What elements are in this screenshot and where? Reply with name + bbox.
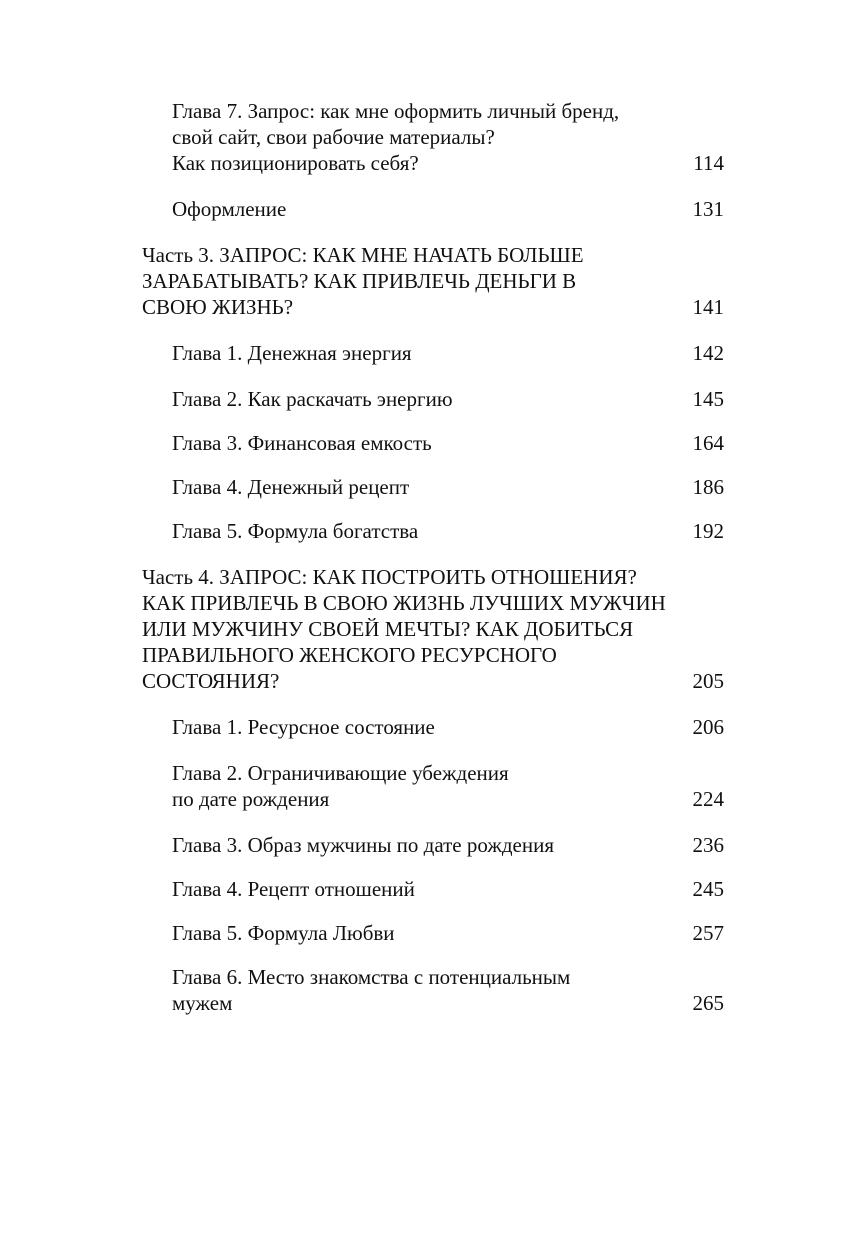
toc-page-number: 206: [692, 715, 724, 739]
toc-entry-line: по дате рождения: [172, 787, 330, 811]
toc-entry-chapter: [142, 386, 724, 412]
toc-entry-chapter: [142, 964, 724, 1016]
toc-page-number: 205: [692, 669, 724, 693]
toc-page-number: 141: [692, 295, 724, 319]
toc-entry-line: КАК ПРИВЛЕЧЬ В СВОЮ ЖИЗНЬ ЛУЧШИХ МУЖЧИН: [142, 591, 666, 615]
toc-entry-line: СВОЮ ЖИЗНЬ?: [142, 295, 294, 319]
toc-entry-chapter: [142, 518, 724, 544]
toc-entry-line: Глава 3. Образ мужчины по дате рождения: [172, 833, 555, 857]
toc-entry-title: [172, 518, 724, 544]
toc-entry-line: ЗАРАБАТЫВАТЬ? КАК ПРИВЛЕЧЬ ДЕНЬГИ В: [142, 269, 577, 293]
toc-entry-line: Глава 3. Финансовая емкость: [172, 431, 432, 455]
toc-page-number: 192: [692, 519, 724, 543]
toc-page-number: 236: [692, 833, 724, 857]
toc-entry-line: Глава 1. Денежная энергия: [172, 341, 412, 365]
toc-entry-line: Часть 3. ЗАПРОС: КАК МНЕ НАЧАТЬ БОЛЬШЕ: [142, 243, 584, 267]
toc-entry-title: [142, 242, 724, 320]
toc-entry-line: Часть 4. ЗАПРОС: КАК ПОСТРОИТЬ ОТНОШЕНИЯ?: [142, 565, 637, 589]
toc-entry-title: [172, 832, 724, 858]
toc-page-number: 224: [692, 787, 724, 811]
toc-entry-chapter: [142, 714, 724, 740]
toc-entry-chapter: [142, 760, 724, 812]
toc-entry-title: [172, 386, 724, 412]
toc-entry-title: [142, 564, 724, 694]
toc-entry-title: [172, 920, 724, 946]
toc-entry-line: Глава 7. Запрос: как мне оформить личный бренд,: [172, 99, 620, 123]
toc-entry-line: Оформление: [172, 197, 287, 221]
toc-page-number: 257: [692, 921, 724, 945]
toc-entry-chapter: [142, 876, 724, 902]
toc-entry-chapter: [142, 98, 724, 176]
toc-entry-line: Глава 2. Ограничивающие убеждения: [172, 761, 509, 785]
toc-page-number: 164: [692, 431, 724, 455]
toc-entry-line: Глава 6. Место знакомства с потенциальным: [172, 965, 571, 989]
toc-entry-title: [172, 760, 724, 812]
toc-entry-line: Глава 4. Денежный рецепт: [172, 475, 410, 499]
toc-entry-line: Глава 4. Рецепт отношений: [172, 877, 415, 901]
toc-page-number: 245: [692, 877, 724, 901]
toc-entry-title: [172, 474, 724, 500]
toc-entry-line: ИЛИ МУЖЧИНУ СВОЕЙ МЕЧТЫ? КАК ДОБИТЬСЯ: [142, 617, 634, 641]
toc-page-number: 142: [692, 341, 724, 365]
toc-entry-chapter: [142, 920, 724, 946]
toc-entry-title: [172, 876, 724, 902]
toc-entry-line: Глава 5. Формула Любви: [172, 921, 395, 945]
toc-entry-chapter: [142, 340, 724, 366]
toc-page-number: 145: [692, 387, 724, 411]
toc-entry-title: [172, 430, 724, 456]
toc-page-number: 186: [692, 475, 724, 499]
toc-page-number: 131: [692, 197, 724, 221]
toc-entry-title: [172, 964, 724, 1016]
toc-entry-chapter: [142, 832, 724, 858]
toc-entry-line: мужем: [172, 991, 233, 1015]
toc-entry-part: [142, 564, 724, 694]
toc-page-number: 265: [692, 991, 724, 1015]
toc-entry-title: [172, 714, 724, 740]
toc-entry-title: [172, 196, 724, 222]
toc-entry-line: Глава 2. Как раскачать энергию: [172, 387, 453, 411]
toc-entry-line: СОСТОЯНИЯ?: [142, 669, 280, 693]
toc-entry-line: Как позиционировать себя?: [172, 151, 419, 175]
toc-entry-title: [172, 340, 724, 366]
table-of-contents: [142, 98, 724, 1016]
toc-entry-line: ПРАВИЛЬНОГО ЖЕНСКОГО РЕСУРСНОГО: [142, 643, 557, 667]
toc-page-number: 114: [693, 151, 724, 175]
toc-entry-title: [172, 98, 724, 176]
toc-entry-part: [142, 242, 724, 320]
toc-entry-line: Глава 5. Формула богатства: [172, 519, 419, 543]
toc-entry-line: Глава 1. Ресурсное состояние: [172, 715, 435, 739]
toc-entry-line: свой сайт, свои рабочие материалы?: [172, 125, 495, 149]
toc-entry-chapter: [142, 196, 724, 222]
toc-entry-chapter: [142, 474, 724, 500]
toc-entry-chapter: [142, 430, 724, 456]
